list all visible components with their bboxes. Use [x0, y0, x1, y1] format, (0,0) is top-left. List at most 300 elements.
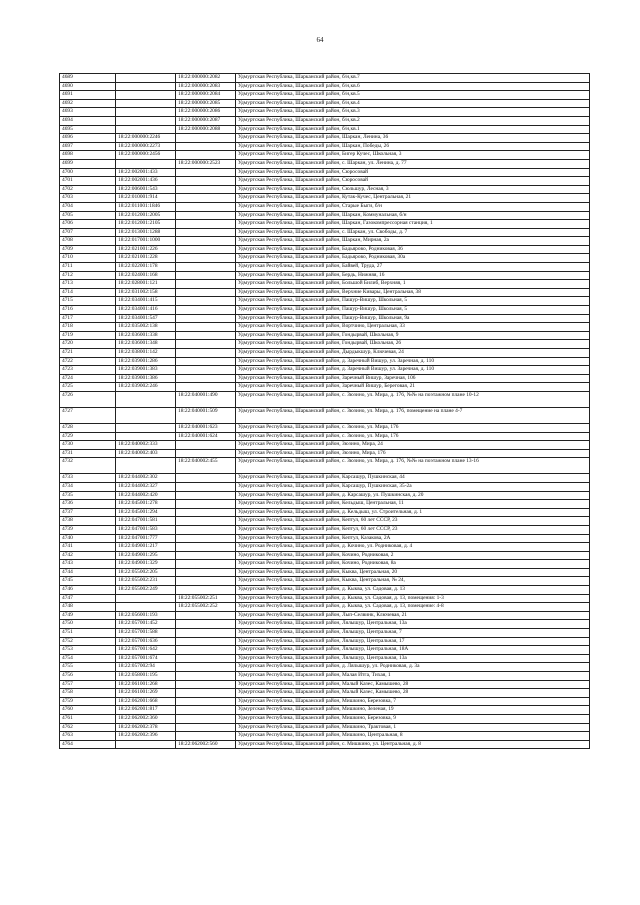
address-cell: Удмуртская Республика, Шарканский район, Кептул, 60 лет СССР, 23 [236, 525, 590, 534]
address-cell: Удмуртская Республика, Шарканский район, д. Заречный Вишур, ул. Заречная, д. 110 [236, 357, 590, 366]
page-number: 64 [316, 36, 324, 44]
row-number-cell: 4698 [60, 151, 116, 160]
table-row [60, 366, 590, 375]
cadastral-number-cell: 18:22:062002:378 [116, 723, 176, 732]
address-cell: Удмуртская Республика, Шарканский район, с. Мишкино, ул. Центральная, д. 8 [236, 740, 590, 749]
row-number-cell: 4758 [60, 689, 116, 698]
address-cell: Удмуртская Республика, Шарканский район, с. Зюзино, ул. Мира, д. 176, №№ на поэтажном плане 10-12 [236, 391, 590, 407]
row-number-cell: 4691 [60, 91, 116, 100]
cadastral-number-cell: 18:22:061001:269 [116, 689, 176, 698]
row-number-cell: 4705 [60, 211, 116, 220]
table-row [60, 306, 590, 315]
table-row [60, 374, 590, 383]
table-row [60, 211, 590, 220]
address-cell: Удмуртская Республика, Шарканский район, д. Лялышур, ул. Родниковая, д. 3а [236, 663, 590, 672]
cadastral-number-cell: 18:22:055002:249 [116, 586, 176, 595]
cadastral-number-cell: 18:22:044002:302 [116, 474, 176, 483]
row-number-cell: 4741 [60, 543, 116, 552]
table-row [60, 194, 590, 203]
premises-number-cell: 18:22:000000:2083 [176, 82, 236, 91]
table-row [60, 340, 590, 349]
premises-number-cell [176, 637, 236, 646]
row-number-cell: 4718 [60, 323, 116, 332]
premises-number-cell [176, 629, 236, 638]
cadastral-number-cell [116, 391, 176, 407]
address-cell: Удмуртская Республика, Шарканский район, Дырдыкшур, Ключевая, 24 [236, 349, 590, 358]
table-row [60, 500, 590, 509]
cadastral-number-cell: 18:22:017001:1000 [116, 237, 176, 246]
address-cell: Удмуртская Республика, Шарканский район, Мишкино, Трактовая, 1 [236, 723, 590, 732]
cadastral-number-cell: 18:22:022001:178 [116, 263, 176, 272]
row-number-cell: 4733 [60, 474, 116, 483]
address-cell: Удмуртская Республика, Шарканский район, Верхние Кивары, Центральная, 38 [236, 288, 590, 297]
address-cell: Удмуртская Республика, Шарканский район, Карсашур, Пушкинская, 35-2а [236, 482, 590, 491]
address-cell: Удмуртская Республика, Шарканский район, Шаркан, Коммунальная, б/н [236, 211, 590, 220]
cadastral-number-cell: 18:22:000000:2456 [116, 151, 176, 160]
address-cell: Удмуртская Республика, Шарканский район, Кыква, Центральная, 20 [236, 568, 590, 577]
address-cell: Удмуртская Республика, Шарканский район, б/н,кв.4 [236, 99, 590, 108]
table-row [60, 245, 590, 254]
row-number-cell: 4757 [60, 680, 116, 689]
premises-number-cell [176, 654, 236, 663]
cadastral-number-cell [116, 407, 176, 423]
cadastral-number-cell: 18:22:021001:228 [116, 254, 176, 263]
premises-number-cell [176, 543, 236, 552]
table-row [60, 116, 590, 125]
row-number-cell: 4692 [60, 99, 116, 108]
address-cell: Удмуртская Республика, Шарканский район, Сюросовай [236, 177, 590, 186]
row-number-cell: 4726 [60, 391, 116, 407]
table-row [60, 534, 590, 543]
premises-number-cell [176, 306, 236, 315]
premises-number-cell [176, 383, 236, 392]
table-row [60, 391, 590, 407]
row-number-cell: 4719 [60, 331, 116, 340]
row-number-cell: 4750 [60, 620, 116, 629]
row-number-cell: 4709 [60, 245, 116, 254]
table-row [60, 159, 590, 168]
table-row [60, 517, 590, 526]
address-cell: Удмуртская Республика, Шарканский район, б/н,кв.1 [236, 125, 590, 134]
address-cell: Удмуртская Республика, Шарканский район, Шаркан, Газокомпрессорная станция, 1 [236, 220, 590, 229]
cadastral-number-cell: 18:22:039001:386 [116, 374, 176, 383]
cadastral-number-cell: 18:22:040002:333 [116, 441, 176, 450]
cadastral-number-cell: 18:22:036001:348 [116, 340, 176, 349]
address-cell: Удмуртская Республика, Шарканский район, Лялышур, Центральная, 13а [236, 620, 590, 629]
row-number-cell: 4716 [60, 306, 116, 315]
premises-number-cell [176, 202, 236, 211]
cadastral-number-cell [116, 99, 176, 108]
premises-number-cell [176, 220, 236, 229]
address-cell: Удмуртская Республика, Шарканский район, Пашур-Вишур, Школьная, 9а [236, 314, 590, 323]
row-number-cell: 4714 [60, 288, 116, 297]
cadastral-number-cell: 18:22:012001:2105 [116, 220, 176, 229]
premises-number-cell [176, 280, 236, 289]
premises-number-cell: 18:22:040001:490 [176, 391, 236, 407]
row-number-cell: 4749 [60, 611, 116, 620]
table-row [60, 383, 590, 392]
address-cell: Удмуртская Республика, Шарканский район, Старые Быги, б/н [236, 202, 590, 211]
address-cell: Удмуртская Республика, Шарканский район, Сюросовай [236, 168, 590, 177]
cadastral-number-cell: 18:22:034001:547 [116, 314, 176, 323]
premises-number-cell [176, 646, 236, 655]
cadastral-number-cell: 18:22:035002:138 [116, 323, 176, 332]
address-cell: Удмуртская Республика, Шарканский район, Бадьярово, Родниковая, 36 [236, 245, 590, 254]
premises-number-cell [176, 263, 236, 272]
table-row [60, 697, 590, 706]
cadastral-number-cell [116, 82, 176, 91]
premises-number-cell: 18:22:000000:2088 [176, 125, 236, 134]
address-cell: Удмуртская Республика, Шарканский район, с. Зюзино, ул. Мира, 176 [236, 432, 590, 441]
premises-number-cell [176, 680, 236, 689]
premises-number-cell [176, 560, 236, 569]
premises-number-cell: 18:22:000000:2087 [176, 116, 236, 125]
cadastral-number-cell: 18:22:024001:168 [116, 271, 176, 280]
cadastral-number-cell: 18:22:057001:636 [116, 637, 176, 646]
cadastral-number-cell: 18:22:062002:360 [116, 714, 176, 723]
address-cell: Удмуртская Республика, Шарканский район, Пашур-Вишур, Школьная, 5 [236, 306, 590, 315]
row-number-cell: 4759 [60, 697, 116, 706]
row-number-cell: 4707 [60, 228, 116, 237]
row-number-cell: 4736 [60, 500, 116, 509]
row-number-cell: 4699 [60, 159, 116, 168]
table-row [60, 177, 590, 186]
premises-number-cell: 18:22:000000:2085 [176, 99, 236, 108]
row-number-cell: 4712 [60, 271, 116, 280]
premises-number-cell [176, 449, 236, 458]
premises-number-cell: 18:22:040001:509 [176, 407, 236, 423]
row-number-cell: 4754 [60, 654, 116, 663]
cadastral-number-cell [116, 108, 176, 117]
cadastral-number-cell: 18:22:000000:2273 [116, 142, 176, 151]
cadastral-number-cell: 18:22:039002:246 [116, 383, 176, 392]
table-row [60, 689, 590, 698]
table-row [60, 637, 590, 646]
row-number-cell: 4764 [60, 740, 116, 749]
row-number-cell: 4710 [60, 254, 116, 263]
premises-number-cell [176, 254, 236, 263]
cadastral-number-cell: 18:22:056001:193 [116, 611, 176, 620]
cadastral-number-cell: 18:22:047001:583 [116, 525, 176, 534]
cadastral-number-cell [116, 74, 176, 83]
premises-number-cell [176, 474, 236, 483]
table-row [60, 168, 590, 177]
address-cell: Удмуртская Республика, Шарканский район, Карсашур, Пушкинская, 44 [236, 474, 590, 483]
premises-number-cell [176, 534, 236, 543]
address-cell: Удмуртская Республика, Шарканский район, д. Карсашур, ул. Пушкинская, д. 20 [236, 491, 590, 500]
address-cell: Удмуртская Республика, Шарканский район, Мишкино, Березовка, 7 [236, 697, 590, 706]
row-number-cell: 4700 [60, 168, 116, 177]
address-cell: Удмуртская Республика, Шарканский район, Зюзино, Мира, 24 [236, 441, 590, 450]
cadastral-number-cell: 18:22:055002:231 [116, 577, 176, 586]
cadastral-number-cell: 18:22:057002:94 [116, 663, 176, 672]
table-row [60, 551, 590, 560]
row-number-cell: 4740 [60, 534, 116, 543]
address-cell: Удмуртская Республика, Шарканский район, Шаркан, Ленина, 36 [236, 134, 590, 143]
address-cell: Удмуртская Республика, Шарканский район, Бердь, Нижняя, 16 [236, 271, 590, 280]
cadastral-number-cell: 18:22:044002:327 [116, 482, 176, 491]
cadastral-number-cell: 18:22:011001:1846 [116, 202, 176, 211]
row-number-cell: 4760 [60, 706, 116, 715]
row-number-cell: 4745 [60, 577, 116, 586]
table-row [60, 357, 590, 366]
address-cell: Удмуртская Республика, Шарканский район, Лып-Селвинк, Ключевая, 21 [236, 611, 590, 620]
table-row [60, 202, 590, 211]
address-cell: Удмуртская Республика, Шарканский район, Заречный Вишур, Заречная, 106 [236, 374, 590, 383]
premises-number-cell [176, 168, 236, 177]
address-cell: Удмуртская Республика, Шарканский район, с. Зюзино, ул. Мира, д. 176, помещение на плане 4-7 [236, 407, 590, 423]
cadastral-number-cell: 18:22:049001:295 [116, 551, 176, 560]
table-row [60, 125, 590, 134]
cadastral-number-cell [116, 116, 176, 125]
cadastral-number-cell: 18:22:013001:1288 [116, 228, 176, 237]
address-cell: Удмуртская Республика, Шарканский район, Кыква, Центральная, № 24, [236, 577, 590, 586]
row-number-cell: 4752 [60, 637, 116, 646]
row-number-cell: 4721 [60, 349, 116, 358]
row-number-cell: 4748 [60, 603, 116, 612]
cadastral-number-cell: 18:22:000000:2246 [116, 134, 176, 143]
table-row [60, 432, 590, 441]
premises-number-cell [176, 723, 236, 732]
premises-number-cell [176, 482, 236, 491]
premises-number-cell [176, 672, 236, 681]
row-number-cell: 4732 [60, 458, 116, 474]
table-row [60, 508, 590, 517]
address-cell: Удмуртская Республика, Шарканский район, Кельдыш, Центральная, 11 [236, 500, 590, 509]
cadastral-number-cell: 18:22:034001:415 [116, 297, 176, 306]
cadastral-number-cell [116, 603, 176, 612]
row-number-cell: 4713 [60, 280, 116, 289]
row-number-cell: 4708 [60, 237, 116, 246]
table-row [60, 603, 590, 612]
address-cell: Удмуртская Республика, Шарканский район, Кочино, Родниковая, 8а [236, 560, 590, 569]
address-cell: Удмуртская Республика, Шарканский район, д. Кыква, ул. Садовая, д. 13 [236, 586, 590, 595]
row-number-cell: 4735 [60, 491, 116, 500]
premises-number-cell [176, 551, 236, 560]
address-cell: Удмуртская Республика, Шарканский район, б/н,кв.3 [236, 108, 590, 117]
cadastral-number-cell: 18:22:045001:294 [116, 508, 176, 517]
address-cell: Удмуртская Республика, Шарканский район, д. Кыква, ул. Садовая, д. 13, помещения: 1-3 [236, 594, 590, 603]
table-row [60, 577, 590, 586]
table-row [60, 99, 590, 108]
cadastral-number-cell [116, 594, 176, 603]
address-cell: Удмуртская Республика, Шарканский район, Малый Казес, Камышево, 28 [236, 680, 590, 689]
table-row [60, 263, 590, 272]
row-number-cell: 4729 [60, 432, 116, 441]
cadastral-number-cell: 18:22:021001:226 [116, 245, 176, 254]
table-row [60, 714, 590, 723]
table-row [60, 254, 590, 263]
premises-number-cell [176, 586, 236, 595]
premises-number-cell [176, 314, 236, 323]
cadastral-number-cell: 18:22:057001:642 [116, 646, 176, 655]
row-number-cell: 4702 [60, 185, 116, 194]
premises-number-cell [176, 357, 236, 366]
row-number-cell: 4751 [60, 629, 116, 638]
table-row [60, 723, 590, 732]
table-row [60, 74, 590, 83]
address-cell: Удмуртская Республика, Шарканский район, Кептул, 60 лет СССР, 23 [236, 517, 590, 526]
address-cell: Удмуртская Республика, Шарканский район, Бадьярово, Родниковая, 30а [236, 254, 590, 263]
table-row [60, 740, 590, 749]
table-row [60, 314, 590, 323]
row-number-cell: 4725 [60, 383, 116, 392]
registry-table [59, 73, 590, 749]
address-cell: Удмуртская Республика, Шарканский район, Лялышур, Центральная, 7 [236, 629, 590, 638]
table-row [60, 620, 590, 629]
cadastral-number-cell [116, 432, 176, 441]
premises-number-cell [176, 237, 236, 246]
address-cell: Удмуртская Республика, Шарканский район, Кочино, Родниковая, 2 [236, 551, 590, 560]
premises-number-cell [176, 525, 236, 534]
row-number-cell: 4737 [60, 508, 116, 517]
address-cell: Удмуртская Республика, Шарканский район, д. Кочино, ул. Родниковая, д. 4 [236, 543, 590, 552]
cadastral-number-cell: 18:22:057001:588 [116, 629, 176, 638]
cadastral-number-cell [116, 423, 176, 432]
address-cell: Удмуртская Республика, Шарканский район, б/н,кв.5 [236, 91, 590, 100]
table-row [60, 185, 590, 194]
row-number-cell: 4703 [60, 194, 116, 203]
address-cell: Удмуртская Республика, Шарканский район, д. Кыква, ул. Садовая, д. 13, помещение: 4-8 [236, 603, 590, 612]
premises-number-cell [176, 245, 236, 254]
row-number-cell: 4744 [60, 568, 116, 577]
address-cell: Удмуртская Республика, Шарканский район, Малый Казес, Камышево, 28 [236, 689, 590, 698]
table-row [60, 142, 590, 151]
row-number-cell: 4753 [60, 646, 116, 655]
address-cell: Удмуртская Республика, Шарканский район, Гондырвай, Школьная, 26 [236, 340, 590, 349]
cadastral-number-cell [116, 91, 176, 100]
address-cell: Удмуртская Республика, Шарканский район, Зюзино, Мира, 176 [236, 449, 590, 458]
address-cell: Удмуртская Республика, Шарканский район, с. Шаркан, ул. Свободы, д. 7 [236, 228, 590, 237]
address-cell: Удмуртская Республика, Шарканский район, Сюльшур, Лесная, 3 [236, 185, 590, 194]
premises-number-cell [176, 568, 236, 577]
table-row [60, 134, 590, 143]
premises-number-cell [176, 211, 236, 220]
premises-number-cell [176, 194, 236, 203]
row-number-cell: 4715 [60, 297, 116, 306]
table-row [60, 586, 590, 595]
table-row [60, 108, 590, 117]
table-row [60, 288, 590, 297]
row-number-cell: 4694 [60, 116, 116, 125]
premises-number-cell: 18:22:040001:624 [176, 432, 236, 441]
cadastral-number-cell: 18:22:002001:433 [116, 168, 176, 177]
cadastral-number-cell: 18:22:002001:436 [116, 177, 176, 186]
address-cell: Удмуртская Республика, Шарканский район, Вортчино, Центральная, 33 [236, 323, 590, 332]
premises-number-cell [176, 331, 236, 340]
table-row [60, 82, 590, 91]
address-cell: Удмуртская Республика, Шарканский район, с. Шаркан, ул. Ленина, д. 77 [236, 159, 590, 168]
address-cell: Удмуртская Республика, Шарканский район, Пашур-Вишур, Школьная, 5 [236, 297, 590, 306]
cadastral-number-cell: 18:22:006001:543 [116, 185, 176, 194]
premises-number-cell [176, 177, 236, 186]
table-row [60, 271, 590, 280]
table-row [60, 237, 590, 246]
row-number-cell: 4720 [60, 340, 116, 349]
premises-number-cell: 18:22:000000:2523 [176, 159, 236, 168]
premises-number-cell [176, 663, 236, 672]
cadastral-number-cell: 18:22:039001:286 [116, 357, 176, 366]
row-number-cell: 4734 [60, 482, 116, 491]
premises-number-cell [176, 620, 236, 629]
premises-number-cell [176, 577, 236, 586]
address-cell: Удмуртская Республика, Шарканский район, Кептул, Казакова, 2А [236, 534, 590, 543]
cadastral-number-cell: 18:22:028001:121 [116, 280, 176, 289]
table-row [60, 654, 590, 663]
table-row [60, 323, 590, 332]
cadastral-number-cell: 18:22:010001:914 [116, 194, 176, 203]
cadastral-number-cell: 18:22:049001:329 [116, 560, 176, 569]
table-row [60, 423, 590, 432]
address-cell: Удмуртская Республика, Шарканский район, д. Кельдыш, ул. Строительная, д. 1 [236, 508, 590, 517]
premises-number-cell [176, 697, 236, 706]
row-number-cell: 4742 [60, 551, 116, 560]
cadastral-number-cell: 18:22:062001:817 [116, 706, 176, 715]
cadastral-number-cell: 18:22:039001:383 [116, 366, 176, 375]
cadastral-number-cell: 18:22:040002:403 [116, 449, 176, 458]
address-cell: Удмуртская Республика, Шарканский район, Мишкино, Зеленая, 19 [236, 706, 590, 715]
row-number-cell: 4697 [60, 142, 116, 151]
premises-number-cell [176, 142, 236, 151]
address-cell: Удмуртская Республика, Шарканский район, б/н,кв.2 [236, 116, 590, 125]
premises-number-cell: 18:22:062002:560 [176, 740, 236, 749]
premises-number-cell: 18:22:000000:2086 [176, 108, 236, 117]
premises-number-cell [176, 689, 236, 698]
table-row [60, 349, 590, 358]
address-cell: Удмуртская Республика, Шарканский район, Мишкино, Березовка, 9 [236, 714, 590, 723]
cadastral-number-cell: 18:22:047001:777 [116, 534, 176, 543]
row-number-cell: 4727 [60, 407, 116, 423]
row-number-cell: 4761 [60, 714, 116, 723]
premises-number-cell [176, 517, 236, 526]
address-cell: Удмуртская Республика, Шарканский район, Заречный Вишур, Береговая, 21 [236, 383, 590, 392]
row-number-cell: 4724 [60, 374, 116, 383]
table-row [60, 331, 590, 340]
address-cell: Удмуртская Республика, Шарканский район, Малая Итга, Тихая, 1 [236, 672, 590, 681]
premises-number-cell [176, 349, 236, 358]
address-cell: Удмуртская Республика, Шарканский район, Бигер Кучес, Школьная, 3 [236, 151, 590, 160]
cadastral-number-cell: 18:22:034001:416 [116, 306, 176, 315]
row-number-cell: 4746 [60, 586, 116, 595]
table-row [60, 560, 590, 569]
row-number-cell: 4696 [60, 134, 116, 143]
row-number-cell: 4690 [60, 82, 116, 91]
table-row [60, 474, 590, 483]
premises-number-cell: 18:22:000000:2084 [176, 91, 236, 100]
address-cell: Удмуртская Республика, Шарканский район, Мишкино, Центральная, 8 [236, 732, 590, 741]
table-row [60, 220, 590, 229]
row-number-cell: 4723 [60, 366, 116, 375]
cadastral-number-cell: 18:22:036001:338 [116, 331, 176, 340]
premises-number-cell: 18:22:040001:623 [176, 423, 236, 432]
premises-number-cell [176, 297, 236, 306]
address-cell: Удмуртская Республика, Шарканский район, Лялышур, Центральная, 13а [236, 654, 590, 663]
row-number-cell: 4717 [60, 314, 116, 323]
registry-table-body [60, 74, 590, 749]
address-cell: Удмуртская Республика, Шарканский район, с. Зюзино, ул. Мира, 176 [236, 423, 590, 432]
premises-number-cell [176, 366, 236, 375]
table-row [60, 280, 590, 289]
row-number-cell: 4738 [60, 517, 116, 526]
cadastral-number-cell: 18:22:045001:278 [116, 500, 176, 509]
table-row [60, 151, 590, 160]
premises-number-cell [176, 500, 236, 509]
table-row [60, 543, 590, 552]
premises-number-cell [176, 706, 236, 715]
address-cell: Удмуртская Республика, Шарканский район, д. Заречный Вишур, ул. Заречная, д. 110 [236, 366, 590, 375]
cadastral-number-cell: 18:22:062002:396 [116, 732, 176, 741]
address-cell: Удмуртская Республика, Шарканский район, с. Зюзино, ул. Мира, д. 176, №№ на поэтажном плане 13-16 [236, 458, 590, 474]
